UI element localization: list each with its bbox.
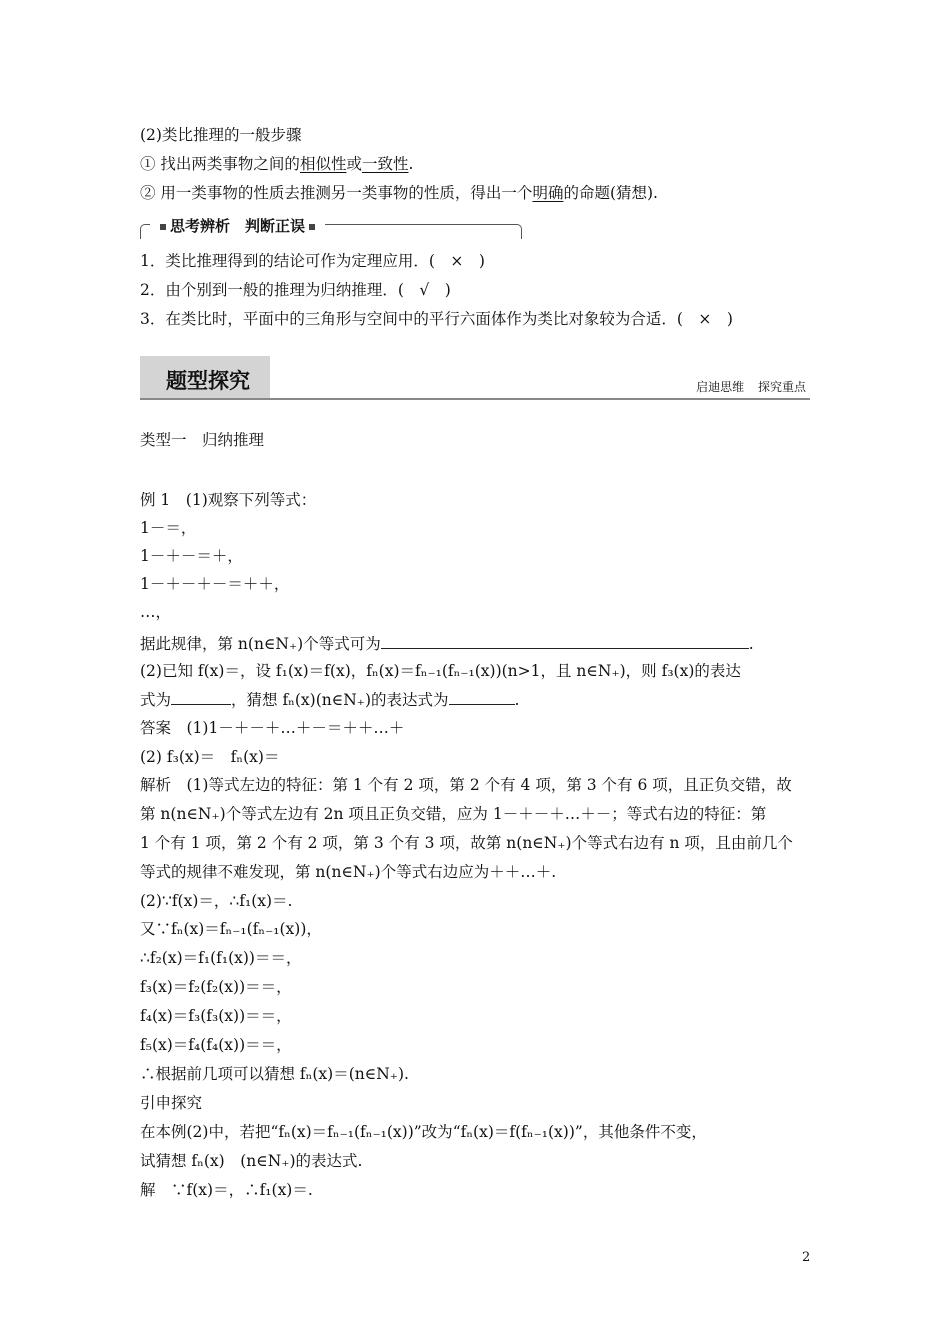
step-2-text: ② 用一类事物的性质去推测另一类事物的性质，得出一个 — [140, 184, 533, 202]
step-1-text: 或 — [346, 155, 362, 173]
question-text: 据此规律，第 n(n∈N₊)个等式可为 — [140, 635, 381, 653]
solution-line: f₅(x)＝f₄(f₄(x))＝＝， — [140, 1036, 292, 1054]
section-band — [140, 356, 810, 400]
answer-line: (2) f₃(x)＝ fₙ(x)＝ — [140, 748, 280, 766]
analysis-line: 1 个有 1 项，第 2 个有 2 项，第 3 个有 3 项，故第 n(n∈N₊)个等式右边有 n 项，且由前几个 — [140, 834, 793, 852]
step-2 — [140, 182, 658, 204]
equation-line: …， — [140, 603, 172, 621]
question-text: . — [514, 691, 520, 709]
analysis-line: 解析 (1)等式左边的特征：第 1 个有 2 项，第 2 个有 4 项，第 3 个有 6 项，且正负交错，故 — [140, 776, 792, 794]
extension-heading: 引申探究 — [140, 1094, 203, 1112]
equation-line: 1－＝， — [140, 519, 197, 537]
step-1-text: ① 找出两类事物之间的 — [140, 155, 300, 173]
step-2-text: 的命题(猜想). — [563, 184, 658, 202]
extension-line: 试猜想 fₙ(x) (n∈N₊)的表达式. — [140, 1152, 363, 1170]
answer-blank — [449, 688, 515, 705]
equation-line: 1－＋－＝＋， — [140, 547, 243, 565]
underlined-term: 明确 — [532, 184, 564, 202]
step-1 — [140, 153, 413, 175]
solution-line: f₃(x)＝f₂(f₂(x))＝＝， — [140, 978, 292, 996]
analysis-line: 等式的规律不难发现，第 n(n∈N₊)个等式右边应为＋＋…＋. — [140, 863, 557, 881]
judge-box-title-text: 思考辨析 判断正误 — [170, 217, 306, 235]
equation-line: 1－＋－＋－＝＋＋， — [140, 575, 290, 593]
solution-line: ∴根据前几项可以猜想 fₙ(x)＝(n∈N₊). — [140, 1065, 409, 1083]
section-band-subtitle: 启迪思维 探究重点 — [696, 380, 806, 394]
judge-item: 2．由个别到一般的推理为归纳推理．( √ ) — [140, 281, 451, 299]
page-number: 2 — [802, 1250, 811, 1265]
question-text: . — [748, 635, 754, 653]
square-bullet-icon — [309, 224, 315, 230]
extension-line: 在本例(2)中，若把“fₙ(x)＝fₙ₋₁(fₙ₋₁(x))”改为“fₙ(x)＝f(fₙ₋₁(x))”，其他条件不变， — [140, 1123, 707, 1141]
section-band-title: 题型探究 — [166, 369, 250, 393]
solution-line: (2)∵f(x)＝，∴f₁(x)＝. — [140, 892, 293, 910]
question-line: (2)已知 f(x)＝，设 f₁(x)＝f(x)，fₙ(x)＝fₙ₋₁(fₙ₋₁(x))(n>1，且 n∈N₊)，则 f₃(x)的表达 — [140, 662, 741, 680]
extension-line: 解 ∵f(x)＝，∴f₁(x)＝. — [140, 1181, 313, 1199]
step-1-text: . — [408, 155, 414, 173]
underlined-term: 一致性 — [361, 155, 409, 173]
section-heading: (2)类比推理的一般步骤 — [140, 126, 302, 144]
section-band-tab — [140, 356, 270, 398]
judge-box-title — [150, 215, 325, 236]
judge-item: 1．类比推理得到的结论可作为定理应用．( × ) — [140, 252, 485, 270]
solution-line: ∴f₂(x)＝f₁(f₁(x))＝＝， — [140, 949, 302, 967]
analysis-line: 第 n(n∈N₊)个等式左边有 2n 项且正负交错，应为 1－＋－＋…＋－；等式右边的特征：第 — [140, 805, 767, 823]
question-text: ，猜想 fₙ(x)(n∈N₊)的表达式为 — [231, 691, 449, 709]
answer-blank — [171, 688, 231, 705]
solution-line: f₄(x)＝f₃(f₃(x))＝＝， — [140, 1007, 292, 1025]
underlined-term: 相似性 — [299, 155, 347, 173]
answer-line: 答案 (1)1－＋－＋…＋－＝＋＋…＋ — [140, 719, 405, 737]
question-line — [140, 688, 519, 711]
question-line — [140, 632, 754, 655]
solution-line: 又∵fₙ(x)＝fₙ₋₁(fₙ₋₁(x))， — [140, 920, 322, 938]
section-band-rule — [140, 398, 810, 400]
type-heading: 类型一 归纳推理 — [140, 431, 265, 449]
question-text: 式为 — [140, 691, 172, 709]
judge-item: 3．在类比时，平面中的三角形与空间中的平行六面体作为类比对象较为合适．( × ) — [140, 310, 733, 328]
example-heading: 例 1 (1)观察下列等式： — [140, 491, 317, 509]
answer-blank — [381, 632, 749, 649]
square-bullet-icon — [160, 224, 166, 230]
